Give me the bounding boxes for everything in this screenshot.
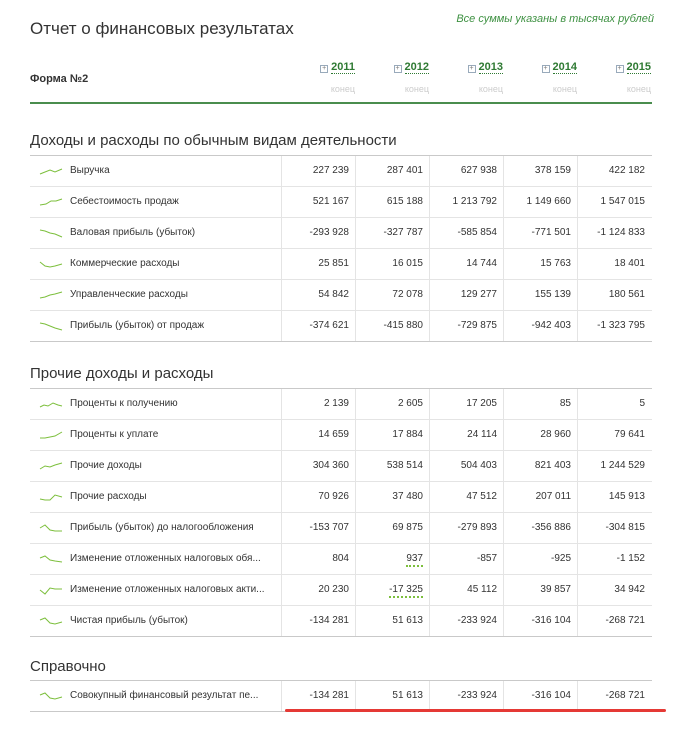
table-row[interactable] — [30, 388, 652, 419]
value-cell: -771 501 — [503, 218, 577, 248]
value-cell: -374 621 — [281, 311, 355, 341]
row-label: Себестоимость продаж — [70, 196, 179, 207]
table-row[interactable] — [30, 481, 652, 512]
highlight-underline — [285, 709, 666, 712]
table-other — [30, 388, 652, 637]
table-row[interactable] — [30, 186, 652, 217]
value-cell: -279 893 — [429, 513, 503, 543]
row-label: Изменение отложенных налоговых акти... — [70, 584, 265, 595]
table-reference — [30, 680, 652, 712]
expand-icon[interactable]: + — [617, 65, 622, 72]
year-end-label: конец — [478, 84, 503, 94]
value-cell: 54 842 — [281, 280, 355, 310]
value-cell: 1 149 660 — [503, 187, 577, 217]
value-cell: 15 763 — [503, 249, 577, 279]
table-row[interactable] — [30, 574, 652, 605]
sparkline-icon — [39, 228, 63, 238]
value-cell: 85 — [503, 389, 577, 419]
value-cell: 17 884 — [355, 420, 429, 450]
year-header-2015[interactable] — [577, 57, 651, 94]
sparkline-icon — [39, 492, 63, 502]
table-row[interactable] — [30, 217, 652, 248]
value-cell: 14 659 — [281, 420, 355, 450]
value-cell: -316 104 — [503, 606, 577, 636]
value-cell: -356 886 — [503, 513, 577, 543]
section-title-operating: Доходы и расходы по обычным видам деятельности — [30, 132, 397, 149]
table-row[interactable] — [30, 279, 652, 310]
table-row[interactable] — [30, 543, 652, 574]
row-label: Выручка — [70, 165, 110, 176]
table-row[interactable] — [30, 310, 652, 342]
value-cell: 2 605 — [355, 389, 429, 419]
year-label[interactable]: 2013 — [478, 61, 503, 73]
page-title: Отчет о финансовых результатах — [30, 19, 294, 38]
units-note: Все суммы указаны в тысячах рублей — [456, 13, 654, 25]
value-cell: 14 744 — [429, 249, 503, 279]
value-cell — [355, 544, 429, 574]
year-header-2012[interactable] — [355, 57, 429, 94]
row-label: Управленческие расходы — [70, 289, 188, 300]
value-cell: -233 924 — [429, 681, 503, 711]
sparkline-icon — [39, 461, 63, 471]
section-title-other: Прочие доходы и расходы — [30, 365, 214, 382]
value-cell: 51 613 — [355, 606, 429, 636]
value-cell: -268 721 — [577, 606, 651, 636]
year-header-2013[interactable] — [429, 57, 503, 94]
expand-icon[interactable]: + — [322, 65, 327, 72]
value-cell: 1 213 792 — [429, 187, 503, 217]
value-cell: 504 403 — [429, 451, 503, 481]
value-cell: 25 851 — [281, 249, 355, 279]
sparkline-icon — [39, 585, 63, 595]
value-cell: 378 159 — [503, 156, 577, 186]
table-row[interactable] — [30, 512, 652, 543]
value-cell: 804 — [281, 544, 355, 574]
row-label: Прибыль (убыток) от продаж — [70, 320, 205, 331]
expand-icon[interactable]: + — [395, 65, 400, 72]
row-label: Проценты к получению — [70, 398, 178, 409]
value-cell: 227 239 — [281, 156, 355, 186]
row-label: Коммерческие расходы — [70, 258, 180, 269]
value-cell: 47 512 — [429, 482, 503, 512]
row-label: Проценты к уплате — [70, 429, 159, 440]
year-label[interactable]: 2014 — [552, 61, 577, 73]
sparkline-icon — [39, 399, 63, 409]
table-row[interactable] — [30, 155, 652, 186]
value-cell: -233 924 — [429, 606, 503, 636]
year-end-label: конец — [404, 84, 429, 94]
value-cell: 45 112 — [429, 575, 503, 605]
value-cell: 51 613 — [355, 681, 429, 711]
value-cell: 521 167 — [281, 187, 355, 217]
year-header-2011[interactable] — [281, 57, 355, 94]
value-cell: 5 — [577, 389, 651, 419]
value-cell: -304 815 — [577, 513, 651, 543]
year-label[interactable]: 2011 — [331, 61, 355, 73]
table-row[interactable] — [30, 248, 652, 279]
table-row[interactable] — [30, 605, 652, 637]
value-cell: 155 139 — [503, 280, 577, 310]
value-cell: -268 721 — [577, 681, 651, 711]
row-label: Прочие расходы — [70, 491, 147, 502]
value-cell: 69 875 — [355, 513, 429, 543]
value-cell: -1 323 795 — [577, 311, 651, 341]
year-end-label: конец — [626, 84, 651, 94]
sparkline-icon — [39, 290, 63, 300]
value-cell: 145 913 — [577, 482, 651, 512]
value-cell: -134 281 — [281, 606, 355, 636]
value-cell: 37 480 — [355, 482, 429, 512]
value-cell: -942 403 — [503, 311, 577, 341]
sparkline-icon — [39, 616, 63, 626]
value-cell: -293 928 — [281, 218, 355, 248]
value-cell: 538 514 — [355, 451, 429, 481]
form-label: Форма №2 — [30, 73, 89, 85]
section-title-reference: Справочно — [30, 658, 106, 675]
value-cell: -153 707 — [281, 513, 355, 543]
value-cell: 287 401 — [355, 156, 429, 186]
value-cell: -327 787 — [355, 218, 429, 248]
value-cell: 70 926 — [281, 482, 355, 512]
table-operating — [30, 155, 652, 342]
value-cell: 422 182 — [577, 156, 651, 186]
value-cell: 207 011 — [503, 482, 577, 512]
year-end-label: конец — [552, 84, 577, 94]
sparkline-icon — [39, 166, 63, 176]
value-cell: -1 124 833 — [577, 218, 651, 248]
flagged-value[interactable]: -17 325 — [389, 584, 423, 598]
value-cell: 821 403 — [503, 451, 577, 481]
value-cell: 28 960 — [503, 420, 577, 450]
value-cell: -729 875 — [429, 311, 503, 341]
value-cell: 627 938 — [429, 156, 503, 186]
value-cell: -925 — [503, 544, 577, 574]
sparkline-icon — [39, 523, 63, 533]
value-cell: 17 205 — [429, 389, 503, 419]
value-cell — [355, 575, 429, 605]
sparkline-icon — [39, 554, 63, 564]
value-cell: 16 015 — [355, 249, 429, 279]
value-cell: 18 401 — [577, 249, 651, 279]
value-cell: 1 244 529 — [577, 451, 651, 481]
sparkline-icon — [39, 321, 63, 331]
table-row[interactable] — [30, 450, 652, 481]
value-cell: 79 641 — [577, 420, 651, 450]
header-divider — [30, 102, 652, 104]
sparkline-icon — [39, 691, 63, 701]
value-cell: -134 281 — [281, 681, 355, 711]
value-cell: 39 857 — [503, 575, 577, 605]
value-cell: 615 188 — [355, 187, 429, 217]
sparkline-icon — [39, 259, 63, 269]
year-label[interactable]: 2015 — [626, 61, 651, 73]
value-cell: 304 360 — [281, 451, 355, 481]
value-cell: 24 114 — [429, 420, 503, 450]
row-label: Валовая прибыль (убыток) — [70, 227, 196, 238]
value-cell: -316 104 — [503, 681, 577, 711]
table-row[interactable] — [30, 680, 652, 712]
sparkline-icon — [39, 197, 63, 207]
expand-icon[interactable]: + — [469, 65, 474, 72]
year-header-2014[interactable] — [503, 57, 577, 94]
value-cell: 129 277 — [429, 280, 503, 310]
value-cell: 2 139 — [281, 389, 355, 419]
expand-icon[interactable]: + — [543, 65, 548, 72]
row-label: Чистая прибыль (убыток) — [70, 615, 188, 626]
value-cell: -415 880 — [355, 311, 429, 341]
row-label: Совокупный финансовый результат пе... — [70, 690, 259, 701]
year-label[interactable]: 2012 — [404, 61, 429, 73]
row-label: Изменение отложенных налоговых обя... — [70, 553, 261, 564]
value-cell: -1 152 — [577, 544, 651, 574]
row-label: Прибыль (убыток) до налогообложения — [70, 522, 254, 533]
table-row[interactable] — [30, 419, 652, 450]
value-cell: 20 230 — [281, 575, 355, 605]
value-cell: -585 854 — [429, 218, 503, 248]
value-cell: 180 561 — [577, 280, 651, 310]
row-label: Прочие доходы — [70, 460, 142, 471]
value-cell: 1 547 015 — [577, 187, 651, 217]
flagged-value[interactable]: 937 — [406, 553, 423, 567]
sparkline-icon — [39, 430, 63, 440]
value-cell: 34 942 — [577, 575, 651, 605]
value-cell: 72 078 — [355, 280, 429, 310]
year-end-label: конец — [330, 84, 355, 94]
value-cell: -857 — [429, 544, 503, 574]
